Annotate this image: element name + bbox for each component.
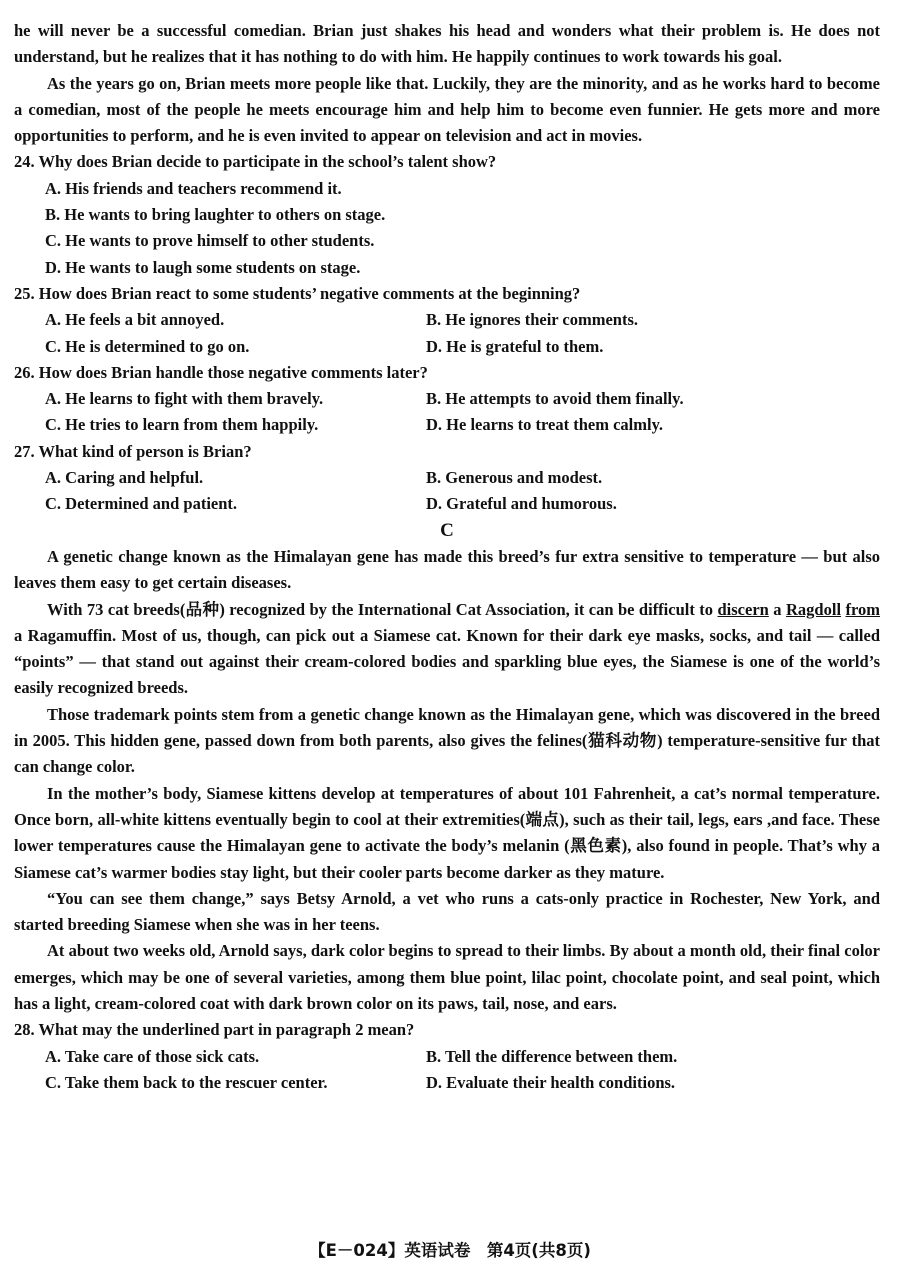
question-stem: 25. How does Brian react to some students’ negative comments at the beginning? [14, 283, 581, 303]
option-a: A. His friends and teachers recommend it. [45, 178, 342, 198]
option-c: C. He is determined to go on. [45, 336, 250, 356]
question-stem: 26. How does Brian handle those negative comments later? [14, 362, 428, 382]
text-run: a Ragamuffin. Most of us, though, can pick out a Siamese cat. Known for their dark eye masks, socks, and tail — called “points” — that stand out against their cream-colored bodies and sparkling blue eyes, the Siamese is one of the world’s easily recognized breeds. [14, 625, 880, 698]
passage-b-paragraph: he will never be a successful comedian. Brian just shakes his head and wonders what their problem is. He does not understand, but he realizes that it has nothing to do with him. He happily continues to work towards his goal. [14, 21, 880, 67]
page-footer: 【E－024】英语试卷 第4页(共8页) [309, 1241, 591, 1260]
option-a: A. He feels a bit annoyed. [45, 310, 225, 330]
question-24 [14, 149, 880, 280]
passage-b-paragraph: As the years go on, Brian meets more people like that. Luckily, they are the minority, and as he works hard to become a comedian, most of the people he meets encourage him and help him to become even funnier. He gets more and more opportunities to perform, and he is even invited to appear on television and act in movies. [14, 73, 880, 146]
question-stem: 28. What may the underlined part in paragraph 2 mean? [14, 1020, 415, 1040]
option-d: D. He wants to laugh some students on stage. [45, 257, 361, 277]
option-d: D. He learns to treat them calmly. [426, 415, 664, 435]
question-27 [14, 439, 880, 518]
passage-c-paragraph: Those trademark points stem from a genetic change known as the Himalayan gene, which was discovered in the breed in 2005. This hidden gene, passed down from both parents, also gives the felines(猫科动物) temperature-sensitive fur that can change color. [14, 704, 880, 777]
option-a: A. Caring and helpful. [45, 468, 204, 488]
question-25 [14, 281, 880, 360]
option-b: B. Generous and modest. [426, 468, 603, 488]
passage-c-paragraph-2 [14, 597, 880, 702]
exam-page [14, 18, 880, 1096]
question-stem: 24. Why does Brian decide to participate in the school’s talent show? [14, 152, 497, 172]
option-b: B. He wants to bring laughter to others on stage. [45, 205, 386, 225]
option-c: C. Determined and patient. [45, 494, 238, 514]
option-a: A. He learns to fight with them bravely. [45, 389, 324, 409]
passage-c-paragraph: At about two weeks old, Arnold says, dark color begins to spread to their limbs. By about a month old, their final color emerges, which may be one of several varieties, among them blue point, lilac point, chocolate point, and seal point, which has a light, cream-colored coat with dark brown color on its paws, tail, nose, and ears. [14, 941, 880, 1013]
option-b: B. He attempts to avoid them finally. [426, 389, 684, 409]
option-b: B. He ignores their comments. [426, 310, 639, 330]
passage-c-paragraph: In the mother’s body, Siamese kittens develop at temperatures of about 101 Fahrenheit, a cat’s normal temperature. Once born, all-white kittens eventually begin to cool at their extremities(端点), such as their tail, legs, ears ,and face. These lower temperatures cause the Himalayan gene to activate the body’s melanin (黑色素), also found in people. That’s why a Siamese cat’s warmer bodies stay light, but their cooler parts become darker as they mature. [14, 783, 880, 882]
passage-c-paragraph: “You can see them change,” says Betsy Arnold, a vet who runs a cats-only practice in Rochester, New York, and started breeding Siamese when she was in her teens. [14, 888, 880, 935]
option-a: A. Take care of those sick cats. [45, 1046, 260, 1066]
underlined-word: Ragdoll [786, 599, 842, 619]
option-c: C. He wants to prove himself to other students. [45, 231, 375, 251]
question-28 [14, 1017, 880, 1096]
question-stem: 27. What kind of person is Brian? [14, 441, 252, 461]
option-c: C. Take them back to the rescuer center. [45, 1072, 328, 1092]
option-d: D. He is grateful to them. [426, 336, 604, 356]
underlined-word: from [845, 599, 881, 619]
text-run: With 73 cat breeds(品种) recognized by the International Cat Association, it can be difficult to [47, 599, 718, 619]
option-d: D. Grateful and humorous. [426, 494, 617, 514]
option-b: B. Tell the difference between them. [426, 1046, 678, 1066]
underlined-word: discern [717, 599, 769, 619]
text-run: a [768, 599, 787, 619]
option-c: C. He tries to learn from them happily. [45, 415, 319, 435]
question-26 [14, 360, 880, 439]
option-d: D. Evaluate their health conditions. [426, 1072, 676, 1092]
passage-c-paragraph: A genetic change known as the Himalayan gene has made this breed’s fur extra sensitive to temperature — but also leaves them easy to get certain diseases. [14, 546, 880, 593]
section-heading: C [440, 519, 454, 541]
